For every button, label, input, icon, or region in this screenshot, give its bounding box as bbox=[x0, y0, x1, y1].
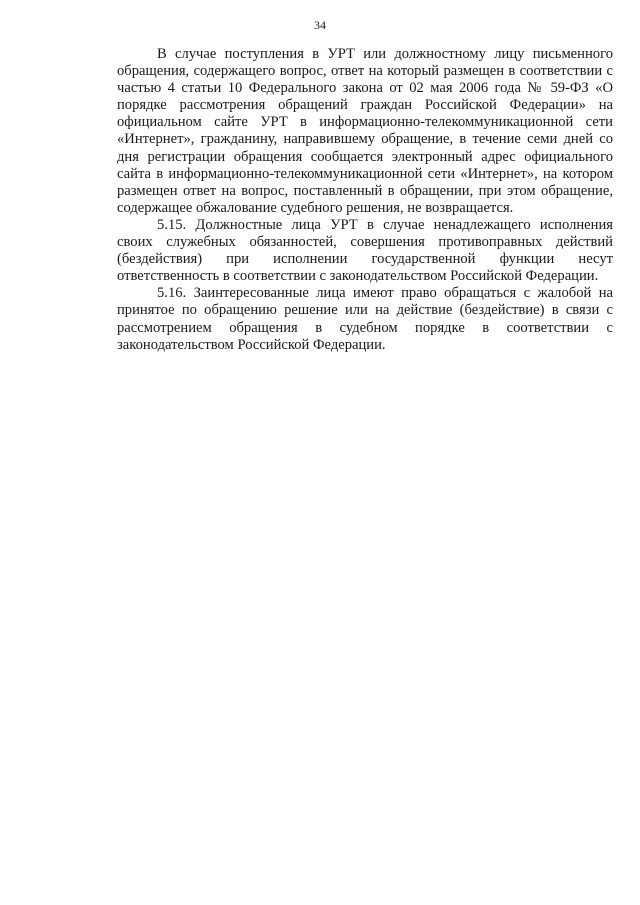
paragraph-5-16: 5.16. Заинтересованные лица имеют право обращаться с жалобой на принятое по обращению решение или на действие (бездействие) в связи с рассмотрением обращения в судебном порядке в соответствии с законодательством Российской Федерации. bbox=[117, 285, 613, 353]
paragraph-written-appeal: В случае поступления в УРТ или должностному лицу письменного обращения, содержащего вопрос, ответ на который размещен в соответствии с частью 4 статьи 10 Федерального закона от 02 мая 2006 года № 59-ФЗ «О порядке рассмотрения обращений граждан Российской Федерации» на официальном сайте УРТ в информационно-телекоммуникационной сети «Интернет», гражданину, направившему обращение, в течение семи дней со дня регистрации обращения сообщается электронный адрес официального сайта в информационно-телекоммуникационной сети «Интернет», на котором размещен ответ на вопрос, поставленный в обращении, при этом обращение, содержащее обжалование судебного решения, не возвращается. bbox=[117, 46, 613, 216]
paragraph-5-15: 5.15. Должностные лица УРТ в случае ненадлежащего исполнения своих служебных обязанностей, совершения противоправных действий (бездействия) при исполнении государственной функции несут ответственность в соответствии с законодательством Российской Федерации. bbox=[117, 216, 613, 285]
document-body bbox=[117, 46, 613, 354]
page-number: 34 bbox=[314, 18, 326, 32]
